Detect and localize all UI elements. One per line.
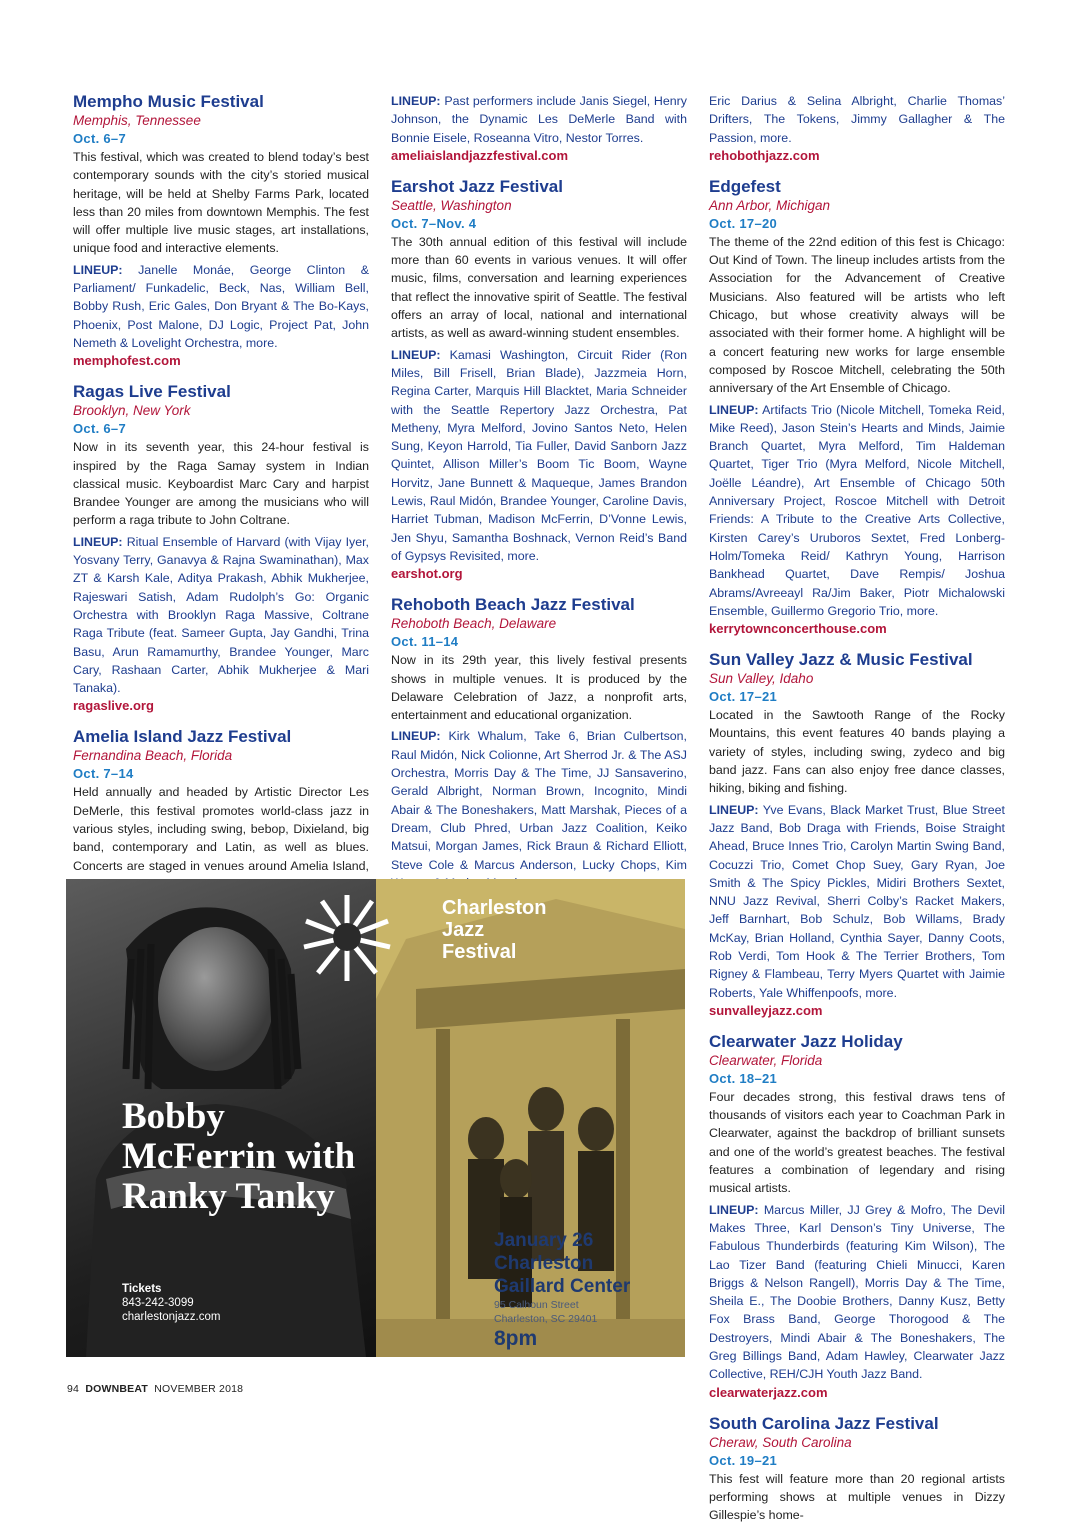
festival-location: Clearwater, Florida: [709, 1052, 823, 1068]
festival-website-link[interactable]: memphofest.com: [73, 353, 181, 369]
festival-dates: Oct. 6–7: [73, 131, 126, 146]
festival-dates: Oct. 7–Nov. 4: [391, 215, 477, 231]
festival-title-line: Jazz: [442, 919, 485, 941]
lineup-artists: Eric Darius & Selina Albright, Charlie Thomas’ Drifters, The Tokens, Jimmy Gallagher & The Passion, more.: [709, 94, 1005, 145]
festival-website-link[interactable]: earshot.org: [391, 566, 463, 582]
column-1: [73, 92, 369, 942]
festival-name: Rehoboth Beach Jazz Festival: [391, 595, 635, 615]
festival-website-link[interactable]: sunvalleyjazz.com: [709, 1002, 823, 1018]
lineup-artists: Yve Evans, Black Market Trust, Blue Street Jazz Band, Bob Draga with Friends, Boise Straight Ahead, Bruce Innes Trio, Carolyn Martin Swing Band, Cocuzzi Trio, Comet Chop Suey, Gary Ryan, Joe Smith & The Spicy Pickles, Midiri Brothers Sextet, NNU Jazz Revival, Sherri Colby’s Racket Makers, Jeff Barnhart, Bob Schulz, Bob Willams, Brady McKay, Brian Holland, Cynthia Sayer, Danny Coots, Rob Verdi, Tom Hook & The Terrier Brothers, Tom Rigney & Flambeau, Terry Myers Quartet with Jaimie Roberts, Yale Whiffenpoofs, more.: [709, 802, 1005, 1000]
festival-name: Ragas Live Festival: [73, 382, 231, 402]
festival-location: Seattle, Washington: [391, 197, 512, 213]
ad-ticket-info: [122, 1282, 220, 1324]
festival-entry: [709, 1414, 1005, 1525]
festival-logo-icon: [292, 887, 402, 987]
festival-lineup: [391, 346, 687, 566]
festival-name: Sun Valley Jazz & Music Festival: [709, 650, 973, 670]
advertisement[interactable]: [66, 879, 685, 1357]
festival-website-link[interactable]: ragaslive.org: [73, 698, 154, 714]
festival-description: This festival, which was created to blend today’s best contemporary sounds with the city’s storied musical heritage, will be held at Shelby Farms Park, located less than 20 miles from downtown Memphis. The fest will offer multiple live music stages, art installations, unique food and interactive elements.: [73, 150, 369, 256]
issue-date: NOVEMBER 2018: [154, 1383, 244, 1395]
festival-location: Memphis, Tennessee: [73, 113, 201, 128]
festival-entry: [391, 595, 687, 892]
lineup-artists: Kamasi Washington, Circuit Rider (Ron Miles, Bill Frisell, Brian Blade), Jazzmeia Horn, Regina Carter, Marquis Hill Blacktet, Maria Schneider with the Seattle Repertory Jazz Orchestra, Pat Metheny, Myra Melford, Jovino Santos Neto, Helen Sung, Keyon Harrold, Tia Fuller, David Sanborn Jazz Quintet, Allison Miller’s Boom Tic Boom, Wayne Horvitz, Jane Bunnett & Maqueque, James Brandon Lewis, Raul Midón, Brandee Younger, Caroline Davis, Harriet Tubman, Madison McFerrin, D’Vonne Lewis, Jen Shyu, Samantha Boshnack, Vernon Reid’s Band of Gypsys Revisited, more.: [391, 347, 687, 563]
ad-festival-title: [442, 897, 546, 963]
festival-title-line: Charleston: [442, 897, 547, 919]
lineup-artists: Marcus Miller, JJ Grey & Mofro, The Devil Makes Three, Karl Denson’s Tiny Universe, The Fabulous Thunderbirds (featuring Kim Wilson), The Lao Tizer Band (featuring Chieli Minucci, Karen Briggs & Nelson Rangell), Morris Day & The Time, Sheila E., The Doobie Brothers, Danny Kusz, Betty Fox Brass Band, George Thorogood & The Destroyers, Mindi Abair & The Boneshakers, The Greg Billings Band, Adam Hawley, Clearwater Jazz Collective, REH/CJH Youth Jazz Band.: [709, 1202, 1005, 1382]
festival-location: Fernandina Beach, Florida: [73, 748, 233, 764]
lineup-artists: Ritual Ensemble of Harvard (with Vijay Iyer, Yosvany Terry, Ganavya & Rajna Swaminathan), Max ZT & Karsh Kale, Aditya Prakash, Abhik Mukherjee, Rajeswari Satish, Adam Rudolph’s Go: Organic Orchestra with Brooklyn Raga Massive, Coltrane Raga Tribute (feat. Sameer Gupta, Jay Gandhi, Trina Basu, Arun Ramamurthy, Brandee Younger, Marc Cary, Rashaan Carter, Abhik Mukherjee & Mari Tanaka).: [73, 534, 369, 696]
venue-line: Charleston: [494, 1253, 594, 1274]
festival-location: Cheraw, South Carolina: [709, 1434, 852, 1450]
lineup-label: LINEUP:: [391, 94, 441, 108]
festival-lineup: [709, 92, 1005, 147]
festival-description: This fest will feature more than 20 regional artists performing shows at multiple venues in Dizzy Gillespie’s home-: [709, 1471, 1005, 1523]
publication-name: DOWNBEAT: [85, 1383, 148, 1395]
lineup-label: LINEUP:: [709, 402, 759, 417]
ticket-website[interactable]: charlestonjazz.com: [122, 1311, 221, 1323]
festival-lineup: [709, 1201, 1005, 1384]
column-3: [709, 92, 1005, 1537]
festival-title-line: Festival: [442, 941, 517, 963]
festival-dates: Oct. 6–7: [73, 421, 126, 437]
lineup-label: LINEUP:: [391, 347, 441, 362]
festival-lineup: [391, 92, 687, 147]
lineup-label: LINEUP:: [391, 729, 441, 744]
festival-lineup: [73, 533, 369, 698]
festival-entry: [73, 92, 369, 370]
lineup-label: LINEUP:: [73, 262, 123, 277]
festival-location: Ann Arbor, Michigan: [709, 197, 831, 213]
festival-name: Earshot Jazz Festival: [391, 176, 563, 196]
festival-website-link[interactable]: kerrytownconcerthouse.com: [709, 621, 887, 637]
festival-entry: [709, 650, 1005, 1020]
lineup-label: LINEUP:: [73, 534, 123, 549]
festival-description: Now in its 29th year, this lively festival presents shows in multiple venues. It is produced by the Delaware Celebration of Jazz, a nonprofit arts, entertainment and educational organization.: [391, 653, 687, 723]
address-line: Charleston, SC 29401: [494, 1313, 598, 1325]
lineup-label: LINEUP:: [709, 1202, 759, 1217]
page-footer: [67, 1383, 243, 1395]
festival-name: South Carolina Jazz Festival: [709, 1413, 939, 1433]
festival-entry: [709, 1032, 1005, 1402]
page-number: 94: [67, 1383, 80, 1395]
lineup-label: LINEUP:: [709, 802, 759, 817]
festival-dates: Oct. 17–20: [709, 215, 778, 231]
festival-website-link[interactable]: ameliaislandjazzfestival.com: [391, 147, 569, 163]
festival-description: The theme of the 22nd edition of this fest is Chicago: Out Kind of Town. The lineup includes artists from the Association for the Advancement of Creative Musicians. Also featured will be artists who left Chicago, but whose creativity always will be associated with their former home. A highlight will be a concert featuring new works for large ensemble composed by Roscoe Mitchell, celebrating the 50th anniversary of the Art Ensemble of Chicago.: [709, 234, 1005, 396]
festival-description: Now in its seventh year, this 24-hour festival is inspired by the Raga Samay system in Indian classical music. Keyboardist Marc Cary and harpist Brandee Younger are among the musicians who will perform a raga tribute to John Coltrane.: [73, 440, 369, 528]
festival-dates: Oct. 11–14: [391, 634, 459, 650]
festival-entry: [709, 177, 1005, 638]
festival-lineup: [391, 727, 687, 892]
festival-entry: [391, 177, 687, 583]
festival-location: Rehoboth Beach, Delaware: [391, 616, 557, 632]
festival-lineup: [709, 401, 1005, 621]
column-2: [391, 92, 687, 904]
festival-location: Sun Valley, Idaho: [709, 671, 814, 687]
lineup-artists: Past performers include Janis Siegel, Henry Johnson, the Dynamic Les DeMerle Band with Bonnie Eisele, Roseanna Vitro, Nestor Torres.: [391, 94, 687, 145]
festival-name: Edgefest: [709, 176, 781, 196]
festival-dates: Oct. 7–14: [73, 766, 134, 782]
event-date: January 26: [494, 1230, 594, 1251]
festival-dates: Oct. 17–21: [709, 689, 778, 705]
festival-lineup: [73, 261, 369, 352]
festival-entry: [391, 92, 687, 165]
festival-description: The 30th annual edition of this festival will include more than 60 events in various venues. It will offer music, films, conversation and learning experiences that reflect the innovative spirit of Seattle. The festival offers an array of local, national and international artists, as well as award-winning student ensembles.: [391, 234, 687, 341]
event-time: 8pm: [494, 1327, 538, 1350]
festival-entry: [709, 92, 1005, 165]
festival-location: Brooklyn, New York: [73, 403, 191, 419]
ad-performer-name: Bobby McFerrin with Ranky Tanky: [122, 1096, 356, 1217]
venue-line: Gaillard Center: [494, 1276, 631, 1297]
festival-dates: Oct. 18–21: [709, 1070, 778, 1086]
lineup-artists: Kirk Whalum, Take 6, Brian Culbertson, Raul Midón, Nick Colionne, Art Sherrod Jr. & The ASJ Orchestra, Morris Day & The Time, JJ Sansaverino, Gerald Albright, Norman Brown, Incognito, Mindi Abair & The Boneshakers, Matt Marshak, Pieces of a Dream, Club Phred, Urban Jazz Coalition, Keiko Matsui, Morgan James, Rick Braun & Richard Elliott, Steve Cole & Marcus Anderson, Lucky Chops, Kim: [391, 729, 687, 872]
lineup-artists: Janelle Monáe, George Clinton & Parliament/ Funkadelic, Beck, Nas, William Bell, Bobby Rush, Eric Gales, Don Bryant & The Bo-Kays, Phoenix, Post Malone, DJ Logic, Project Pat, John Nemeth & Lovelight Orchestra, more.: [73, 262, 369, 350]
festival-description: Located in the Sawtooth Range of the Rocky Mountains, this event features 40 bands playing a variety of styles, including swing, zydeco and big band jazz. Fans can also enjoy free dance classes, hiking, biking and fishing.: [709, 708, 1005, 796]
festival-description: Held annually and headed by Artistic Director Les DeMerle, this festival promotes world-class jazz in various styles, including swing, bebop, Dixieland, big band, contemporary and Latin, as well as blues. Concerts are staged in venues around Amelia Island,: [73, 785, 369, 873]
festival-description: Four decades strong, this festival draws tens of thousands of visitors each year to Coachman Park in Clearwater, against the backdrop of brilliant sunsets and one of the world’s greatest beaches. The festival features a combination of legendary and rising musical artists.: [709, 1089, 1005, 1196]
festival-entry: [73, 382, 369, 715]
ticket-phone: 843-242-3099: [122, 1297, 194, 1309]
festival-lineup: [709, 801, 1005, 1002]
festival-website-link[interactable]: rehobothjazz.com: [709, 147, 820, 163]
festival-name: Amelia Island Jazz Festival: [73, 727, 292, 747]
ad-event-details: [494, 1229, 630, 1352]
address-line: 95 Calhoun Street: [494, 1299, 579, 1311]
festival-name: Clearwater Jazz Holiday: [709, 1031, 903, 1051]
festival-name: Mempho Music Festival: [73, 92, 264, 111]
festival-dates: Oct. 19–21: [709, 1452, 778, 1468]
tickets-label: Tickets: [122, 1283, 162, 1295]
festival-website-link[interactable]: clearwaterjazz.com: [709, 1384, 828, 1400]
lineup-artists: Artifacts Trio (Nicole Mitchell, Tomeka Reid, Mike Reed), Jason Stein’s Hearts and Minds, Jaimie Branch Quartet, Myra Melford, Tim Haldeman Quartet, Tiger Trio (Myra Melford, Nicole Mitchell, Joëlle Léandre), Art Ensemble of Chicago 50th Anniversary Project, Roscoe Mitchell with Detroit Friends: A Tribute to the Creative Arts Collective, Kirsten Carey’s Uruboros Sextet, Fred Lonberg-Holm/Tomeka Reid/ Kathryn Young, Harrison Bankhead Quartet, Dave Rempis/ Joshua Abrams/Avreeayl Ra/Jim Baker, Piotr Michalowski Ensemble, Guillermo Gregorio Trio, more.: [709, 402, 1005, 618]
